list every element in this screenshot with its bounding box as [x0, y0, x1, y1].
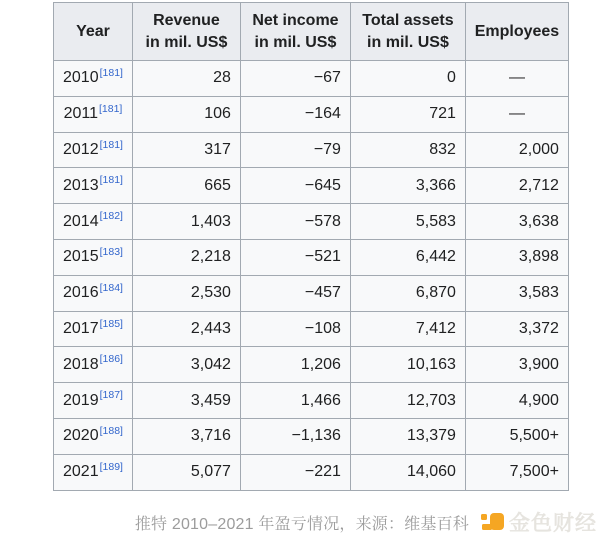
jinse-logo-icon — [481, 511, 504, 534]
table-row — [54, 275, 569, 311]
jinse-finance-logo — [481, 507, 597, 537]
total-assets-cell: 14,060 — [350, 454, 465, 490]
year-label: 2010 — [63, 69, 99, 87]
total-assets-cell: 3,366 — [350, 168, 465, 204]
col-header-revenue-label: Revenue — [153, 11, 220, 29]
reference-link[interactable]: [188] — [99, 425, 123, 438]
year-label: 2013 — [63, 176, 99, 194]
col-header-employees — [465, 3, 568, 61]
year-label: 2011 — [63, 105, 98, 123]
year-label: 2017 — [63, 319, 99, 337]
total-assets-cell: 7,412 — [350, 311, 465, 347]
col-header-year-label: Year — [76, 22, 110, 40]
col-header-net-income — [240, 3, 350, 61]
reference-link[interactable]: [184] — [99, 281, 123, 294]
year-cell — [54, 96, 133, 132]
header-row — [54, 3, 569, 61]
revenue-cell: 317 — [132, 132, 240, 168]
col-header-total-assets-unit: in mil. US$ — [367, 33, 449, 51]
employees-cell: 3,372 — [465, 311, 568, 347]
net-income-cell: 1,206 — [240, 347, 350, 383]
year-cell — [54, 61, 133, 97]
year-label: 2018 — [63, 355, 99, 373]
employees-cell: — — [465, 61, 568, 97]
year-cell — [54, 239, 133, 275]
employees-cell: 4,900 — [465, 383, 568, 419]
col-header-total-assets — [350, 3, 465, 61]
net-income-cell: 1,466 — [240, 383, 350, 419]
year-label: 2016 — [63, 284, 99, 302]
table-row — [54, 239, 569, 275]
col-header-revenue-unit: in mil. US$ — [145, 33, 228, 51]
net-income-cell: −578 — [240, 204, 350, 240]
year-label: 2014 — [63, 212, 99, 230]
employees-cell: 7,500+ — [465, 454, 568, 490]
net-income-cell: −164 — [240, 96, 350, 132]
table-row — [54, 96, 569, 132]
year-cell — [54, 168, 133, 204]
total-assets-cell: 0 — [350, 61, 465, 97]
total-assets-cell: 13,379 — [350, 418, 465, 454]
table-row — [54, 454, 569, 490]
year-cell — [54, 454, 133, 490]
revenue-cell: 5,077 — [132, 454, 240, 490]
year-label: 2019 — [63, 391, 99, 409]
reference-link[interactable]: [186] — [99, 353, 123, 366]
reference-link[interactable]: [182] — [99, 210, 123, 223]
reference-link[interactable]: [181] — [99, 174, 123, 187]
revenue-cell: 3,459 — [132, 383, 240, 419]
employees-cell: 2,000 — [465, 132, 568, 168]
year-cell — [54, 132, 133, 168]
net-income-cell: −221 — [240, 454, 350, 490]
year-cell — [54, 418, 133, 454]
total-assets-cell: 12,703 — [350, 383, 465, 419]
table-row — [54, 311, 569, 347]
year-cell — [54, 204, 133, 240]
col-header-net-income-unit: in mil. US$ — [254, 33, 337, 51]
logo-foot-shape — [482, 524, 492, 530]
table-row — [54, 168, 569, 204]
logo-square-shape — [490, 513, 504, 530]
total-assets-cell: 10,163 — [350, 347, 465, 383]
table-caption: 推特 2010–2021 年盈亏情况，来源：维基百科 — [134, 515, 469, 533]
logo-dot-shape — [481, 514, 487, 520]
net-income-cell: −521 — [240, 239, 350, 275]
table-row — [54, 204, 569, 240]
employees-cell: 2,712 — [465, 168, 568, 204]
table-body — [54, 61, 569, 491]
col-header-total-assets-label: Total assets — [362, 11, 454, 29]
year-cell — [54, 383, 133, 419]
total-assets-cell: 832 — [350, 132, 465, 168]
table-row — [54, 347, 569, 383]
net-income-cell: −79 — [240, 132, 350, 168]
employees-cell: 5,500+ — [465, 418, 568, 454]
reference-link[interactable]: [189] — [99, 460, 123, 473]
col-header-revenue — [132, 3, 240, 61]
revenue-cell: 28 — [132, 61, 240, 97]
col-header-year — [54, 3, 133, 61]
employees-cell: — — [465, 96, 568, 132]
year-cell — [54, 347, 133, 383]
revenue-cell: 665 — [132, 168, 240, 204]
revenue-cell: 3,716 — [132, 418, 240, 454]
net-income-cell: −457 — [240, 275, 350, 311]
year-cell — [54, 311, 133, 347]
reference-link[interactable]: [183] — [99, 246, 123, 259]
financial-table — [53, 2, 569, 491]
table-row — [54, 61, 569, 97]
employees-cell: 3,638 — [465, 204, 568, 240]
employees-cell: 3,900 — [465, 347, 568, 383]
year-label: 2021 — [63, 463, 99, 481]
revenue-cell: 2,218 — [132, 239, 240, 275]
reference-link[interactable]: [187] — [99, 389, 123, 402]
revenue-cell: 2,443 — [132, 311, 240, 347]
col-header-employees-label: Employees — [474, 22, 560, 40]
total-assets-cell: 6,870 — [350, 275, 465, 311]
reference-link[interactable]: [181] — [99, 102, 123, 115]
table-row — [54, 132, 569, 168]
jinse-logo-text: 金色财经 — [509, 512, 597, 535]
total-assets-cell: 6,442 — [350, 239, 465, 275]
revenue-cell: 2,530 — [132, 275, 240, 311]
financial-table-container — [53, 2, 569, 491]
reference-link[interactable]: [185] — [99, 317, 123, 330]
caption-bar — [135, 507, 597, 537]
revenue-cell: 1,403 — [132, 204, 240, 240]
total-assets-cell: 721 — [350, 96, 465, 132]
reference-link[interactable]: [181] — [99, 138, 123, 151]
table-row — [54, 418, 569, 454]
net-income-cell: −108 — [240, 311, 350, 347]
reference-link[interactable]: [181] — [99, 67, 123, 80]
year-label: 2020 — [63, 427, 99, 445]
total-assets-cell: 5,583 — [350, 204, 465, 240]
net-income-cell: −1,136 — [240, 418, 350, 454]
net-income-cell: −67 — [240, 61, 350, 97]
employees-cell: 3,898 — [465, 239, 568, 275]
revenue-cell: 3,042 — [132, 347, 240, 383]
net-income-cell: −645 — [240, 168, 350, 204]
year-label: 2015 — [63, 248, 99, 266]
table-row — [54, 383, 569, 419]
year-cell — [54, 275, 133, 311]
col-header-net-income-label: Net income — [252, 11, 339, 29]
employees-cell: 3,583 — [465, 275, 568, 311]
revenue-cell: 106 — [132, 96, 240, 132]
year-label: 2012 — [63, 140, 99, 158]
